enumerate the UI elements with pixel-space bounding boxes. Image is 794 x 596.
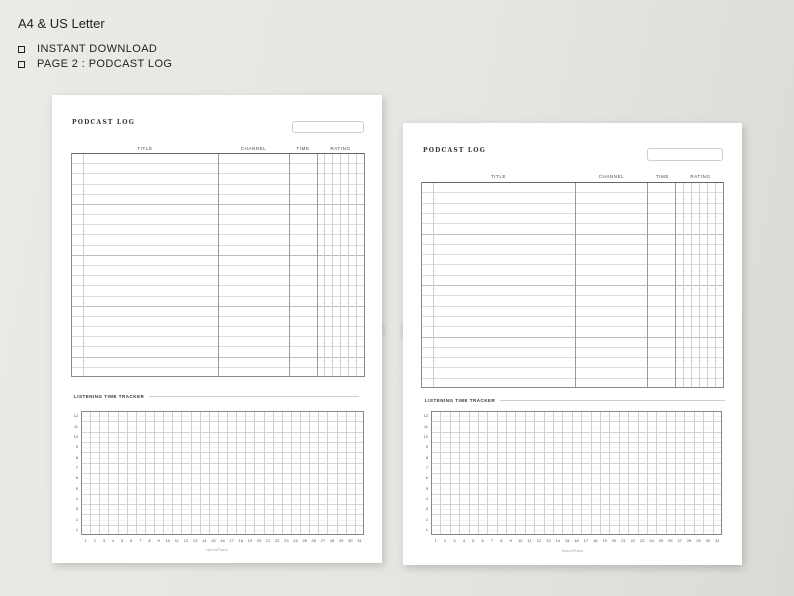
grid-x-label: 25 [302,538,307,543]
grid-y-label: 11 [423,423,428,429]
grid-x-label: 12 [183,538,189,543]
grid-x-label: 16 [574,538,579,543]
grid-x-label: 4 [111,538,115,543]
page-title: PODCAST LOG [423,147,487,154]
page-footer: HarooPlans [561,549,584,553]
grid-x-label: 9 [157,538,160,543]
grid-y-label: 2 [75,516,78,522]
grid-x-label: 31 [357,538,362,543]
podcast-log-table[interactable] [71,153,365,377]
grid-x-label: 1 [434,538,437,543]
grid-x-label: 25 [658,538,664,543]
grid-x-label: 28 [686,538,692,543]
grid-x-label: 29 [696,538,701,543]
column-header-time: TIME [296,146,310,151]
grid-x-label: 24 [293,538,298,543]
date-box[interactable] [292,121,364,133]
checkbox-icon [18,46,25,53]
grid-y-label: 9 [75,444,78,450]
grid-x-label: 20 [611,538,617,543]
grid-x-label: 22 [630,538,636,543]
column-header-title: TITLE [490,174,507,179]
tracker-label [74,394,359,399]
grid-x-label: 4 [462,538,465,543]
grid-x-label: 15 [564,538,570,543]
grid-x-label: 5 [472,538,475,543]
grid-y-label: 1 [425,526,428,532]
product-title: A4 & US Letter [18,16,105,31]
grid-x-label: 13 [546,538,551,543]
grid-x-label: 8 [500,538,503,543]
column-header-channel: CHANNEL [240,146,267,151]
grid-x-label: 29 [338,538,344,543]
grid-y-label: 12 [73,413,78,419]
grid-x-label: 11 [527,538,532,543]
grid-y-label: 5 [75,485,78,491]
tracker-label-text: LISTENING TIME TRACKER [425,398,496,403]
grid-x-label: 13 [192,538,198,543]
grid-x-label: 23 [284,538,289,543]
feature-label: INSTANT DOWNLOAD [37,43,158,55]
grid-x-label: 3 [102,538,105,543]
grid-x-label: 15 [211,538,216,543]
grid-y-label: 6 [425,475,428,481]
grid-x-label: 17 [229,538,234,543]
grid-x-label: 28 [329,538,335,543]
grid-x-label: 16 [220,538,225,543]
page-footer: HarooPlans [206,548,228,552]
divider-line [149,396,359,397]
grid-y-label: 7 [425,464,428,470]
grid-x-label: 5 [120,538,124,543]
grid-y-label: 10 [423,433,428,439]
grid-x-label: 21 [621,538,626,543]
grid-x-label: 7 [139,538,142,543]
grid-y-label: 11 [73,423,78,429]
grid-x-label: 18 [238,538,243,543]
grid-x-label: 11 [174,538,179,543]
listening-time-grid[interactable] [431,411,722,535]
podcast-log-table[interactable] [421,182,724,388]
grid-y-label: 12 [423,413,428,419]
grid-x-label: 30 [348,538,353,543]
grid-x-label: 27 [677,538,682,543]
tracker-label-text: LISTENING TIME TRACKER [74,394,145,399]
page-title: PODCAST LOG [72,119,136,126]
grid-x-label: 2 [93,538,96,543]
grid-x-label: 24 [649,538,654,543]
grid-x-label: 27 [320,538,326,543]
grid-y-label: 10 [73,433,78,439]
grid-x-label: 12 [536,538,542,543]
grid-x-label: 6 [481,538,484,543]
feature-page-info [18,58,172,70]
column-header-rating: RATING [330,146,351,151]
grid-x-label: 21 [265,538,271,543]
date-box[interactable] [647,148,723,161]
listening-time-grid[interactable] [81,411,364,535]
grid-x-label: 17 [583,538,589,543]
grid-y-label: 3 [425,506,428,512]
column-header-time: TIME [655,174,670,179]
grid-x-label: 6 [130,538,133,543]
grid-y-label: 8 [75,454,78,460]
grid-x-label: 31 [715,538,720,543]
grid-x-label: 30 [705,538,711,543]
grid-x-label: 26 [668,538,673,543]
grid-x-label: 23 [639,538,645,543]
grid-y-label: 8 [425,454,428,460]
grid-x-label: 14 [202,538,207,543]
column-header-channel: CHANNEL [598,174,625,179]
grid-x-label: 10 [517,538,523,543]
grid-y-label: 9 [425,444,428,450]
grid-x-label: 19 [602,538,607,543]
grid-y-label: 5 [425,485,428,491]
divider-line [500,400,725,401]
planner-page-letter [403,123,742,565]
grid-y-label: 7 [75,464,78,470]
tracker-label [425,398,725,403]
feature-label: PAGE 2 : PODCAST LOG [37,58,173,70]
grid-x-label: 22 [275,538,280,543]
grid-x-label: 20 [256,538,262,543]
grid-y-label: 6 [75,475,78,481]
grid-x-label: 14 [555,538,560,543]
grid-x-label: 7 [490,538,494,543]
grid-x-label: 8 [148,538,151,543]
grid-x-label: 26 [311,538,316,543]
column-header-rating: RATING [690,174,711,179]
feature-instant-download [18,43,157,55]
grid-y-label: 4 [425,495,428,501]
grid-x-label: 1 [84,538,87,543]
grid-x-label: 3 [453,538,456,543]
planner-page-a4 [52,95,382,563]
grid-x-label: 9 [509,538,512,543]
grid-y-label: 4 [75,495,78,501]
grid-y-label: 3 [75,506,78,512]
grid-x-label: 2 [443,538,447,543]
grid-y-label: 1 [75,526,78,532]
grid-y-label: 2 [425,516,428,522]
column-header-title: TITLE [137,146,153,151]
checkbox-icon [18,61,25,68]
grid-x-label: 18 [593,538,598,543]
grid-x-label: 19 [247,538,253,543]
grid-x-label: 10 [165,538,170,543]
